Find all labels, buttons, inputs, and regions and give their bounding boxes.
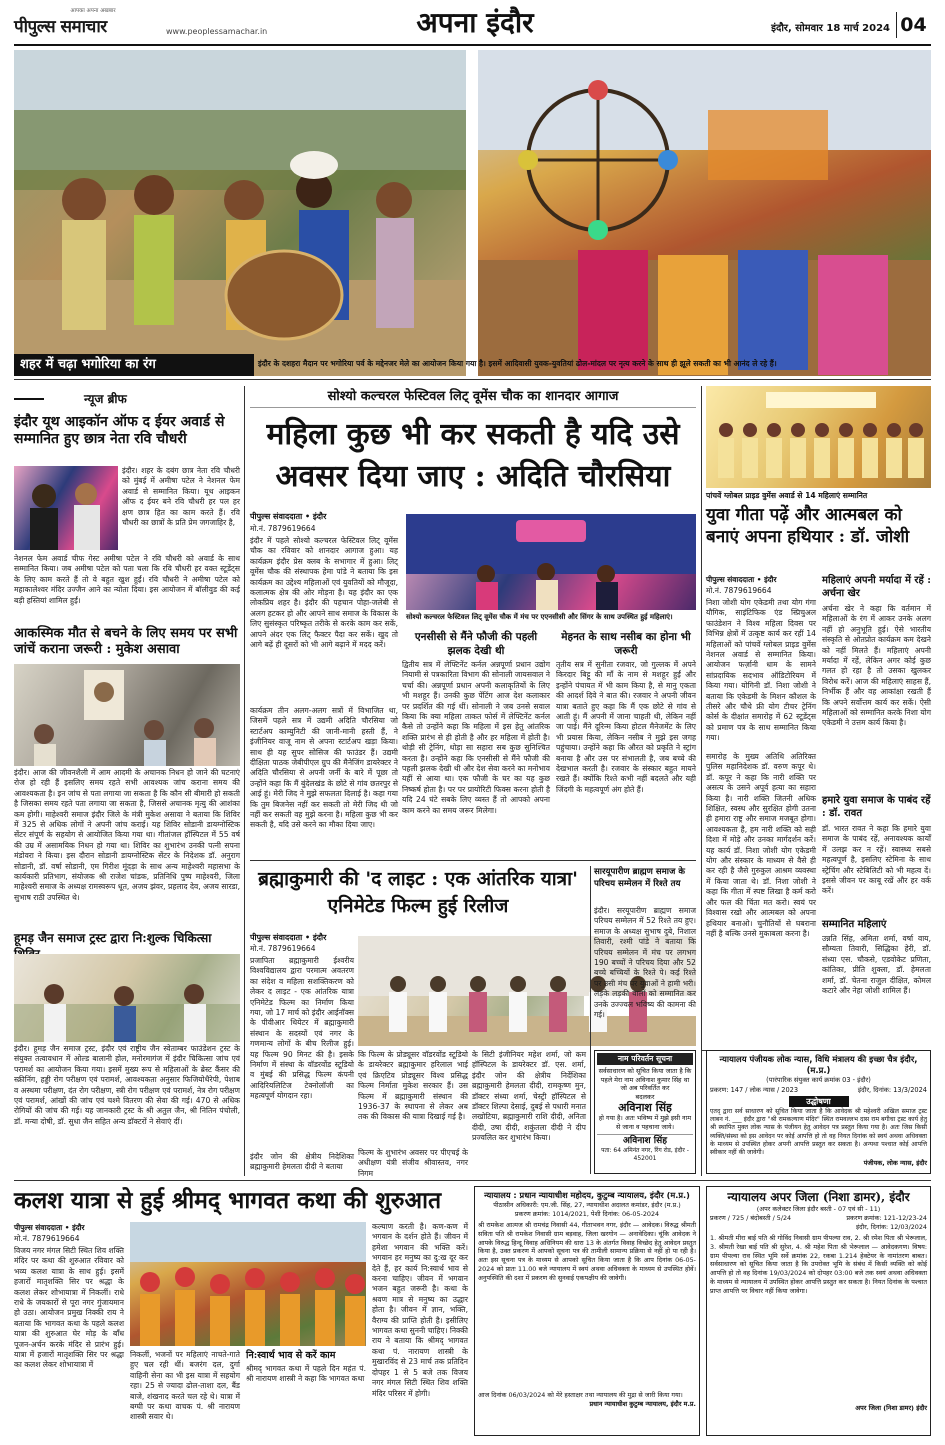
kalash-mobile: मो.नं. 7879619664 [14, 1234, 80, 1243]
brief2-headline: आकस्मिक मौत से बचने के लिए समय पर सभी जांचें कराना जरूरी : मुकेश असावा [14, 626, 238, 657]
brahma-col2: कि फिल्म के प्रोड्यूसर वॉडरवोंड स्टूडियो के डायरेक्टर ब्रह्माकुमार हरिलाल भाई एवं क्रिएटिव प्रोड्यूसर विश्व प्रसिद्ध फिल्म निर्माता मुकेश सरकार हैं। उस फिल्म में ब्रह्माकुमारी संस्थान की 1936-37 के स्थापना से लेकर अब तक की विकास की यात्रा दिखाई गई है। [358, 1050, 468, 1122]
brahma-byline: पीपुल्स संवाददाता • इंदौर [250, 933, 327, 942]
notice-land-meta [710, 1214, 927, 1223]
notice-land-date: इंदौर, दिनांक: 12/03/2024 [855, 1223, 927, 1231]
divider [250, 860, 696, 861]
page-number: 04 [896, 12, 930, 38]
kalash-col1: विजय नगर मंगल सिटी स्थित शिव शक्ति मंदिर पर कथा की शुरुआत रविवार को भव्य कलश यात्रा के साथ हुई। इसमें हजारों मातृशक्ति सिर पर श्रद्धा के कलश लेकर शोभायात्रा में निकलीं। राधे राधे के जयकारों से पूरा नगर गुंजायमान हो उठा। आयोजन प्रमुख निक्की राय ने बताया कि भागवत कथा के पहले कलश यात्रा की शुरुआत घेर मोड़ के बाँध पूजन-अर्चन करके मंदिर से प्रारंभ हुई। यात्रा में हजारों मातृशक्ति सिर पर श्रद्धा का कलश लेकर शोभायात्रा में [14, 1246, 124, 1370]
aditi-col1: इंदौर में पहले सोश्यो कल्चरल फेस्टिवल लिट् वूमेंस चौक का रविवार को शानदार आगाज हुआ। यह कार्यक्रम इंदौर प्रेस क्लब के सभागार में हुआ। लिट् वूमेंस चौक की संस्थापक हेमा पांडे ने बताया कि इस कार्यक्रम का उद्देश्य महिलाओं एवं युवतियों को मौजूदा, कलात्मक क्षेत्र की ओर मोड़ना है। यह इंदौर का एक लोकप्रिय शहर है। इंदौर की पहचान पोहा-जलेबी से अलग हटकर हो और आपने साथ समाज के विकास के लिए सुसंस्कृत परिष्कृत तरीके से करके काम कर सकें, आपने अंदर एक लिट् फैक्टर पैदा कर सकें। खुद तो आगे बढ़ें ही दूसरों को भी आगे बढ़ाने में मदद करें। [250, 536, 398, 650]
joshi-col1: निशा जोशी योग एकेडमी तथा योग गंगा यौगिक, साइंटिफिक एंड स्प्रिचुअल फाउंडेशन ने विश्व महिला दिवस पर विभिन्न क्षेत्रों में उत्कृष्ट कार्य कर रहीं 14 महिलाओं को पांचवें ग्लोबल प्राइड वुमेंस नेशनल अवार्ड से सम्मानित किया। आयोजन फर्ज़ानी धाम के सामने सांप्रदायिक सदभाव ऑडिटोरियम में किया गया। योगिनी डॉ. निशा जोशी ने बताया कि एकेडमी के मिशन कौशल के तीसरे और चौथे फ्री योग टीचर ट्रेनिंग कोर्स के दीक्षांत समारोह में 62 स्टूडेंट्स को प्रमाण पत्र के साथ सम्मानित किया गया। [706, 598, 816, 743]
name-change-notice [594, 1050, 696, 1174]
kalash-col2: निकलीं, भजनों पर महिलाएं नाचते-गाते हुए चल रही थीं। बजरंग दल, दुर्गा वाहिनी सेना का भी इस यात्रा में सहयोग रहा। 25 से ज्यादा ढोल-ताशा दल, बैंड बाजे, शंखनाद करते चल रहे थे। यात्रा में बग्घी पर कथा वाचक पं. श्री नारायण शास्त्री सवार थे। [130, 1350, 240, 1422]
divider [701, 386, 702, 1176]
notice-land [706, 1186, 931, 1436]
dateline: इंदौर, सोमवार 18 मार्च 2024 [771, 23, 890, 34]
brief3-headline: हूमड़ जैन समाज ट्रस्ट द्वारा नि:शुल्क चिकित्सा [14, 931, 212, 945]
brief2-photo [14, 664, 240, 766]
notice-trust-label: उद्घोषणा [789, 1096, 849, 1107]
name-change-new-label: बदलकर [635, 1092, 655, 1101]
notice-trust-date: इंदौर, दिनांक: 13/3/2024 [857, 1086, 927, 1094]
joshi-headline: युवा गीता पढ़ें और आत्मबल को बनाएं अपना हथियार : डॉ. जोशी [706, 505, 910, 547]
aditi-col1b: कार्यक्रम तीन अलग-अलग सत्रों में विभाजित था, जिसमें पहले सत्र में उद्यमी अदिति चौरसिया जो स्टार्टअप काम्युनिटी की जानी-मानी हस्ती हैं, ने इंजीनियर वाजू नाम से अपना स्टार्टअप खड़ा किया। साथ ही यह सुपर सोसिज की फाउंडर हैं। उद्यमी दीक्षिता पाठक जेबीपीएल ग्रुप की मैनेजिंग डायरेक्टर ने अदिति चौरसिया से अपनी जर्नी के बारे में पूछा तो उन्होंने कहा कि मैं बुंदेलखंड के छोटे से गांव छतरपुर से आई हूं। मेरी जिद ने मुझे सफलता दिलाई है। कहा गया कि तुम बिजनेस नहीं कर सकती तो मेरी जिद थी जो नहीं कर सकती वह मुझे करना है। महिला कुछ भी कर सकती है, यदि उसे करने का मौका दिया जाए। [250, 706, 398, 830]
news-brief-label [14, 386, 240, 412]
photo-overlay-label: शहर में चढ़ा भगोरिया का रंग [14, 354, 254, 376]
top-photo-caption: इंदौर के दशहरा मैदान पर भगोरिया पर्व के मद्देनजर मेले का आयोजन किया गया है। इसमें आदिवासी युवक-युवतियां ढोल-मांदल पर नृत्य करने के साथ ही झूले सकती का भी आनंद ले रहे हैं। [258, 359, 777, 368]
notice-court-sign: प्रधान न्यायाधीश कुटुम्ब न्यायालय, इंदौर म.प्र. [589, 1400, 696, 1408]
aditi-sub2-title: मेहनत के साथ नसीब का होना भी जरूरी [561, 631, 691, 657]
aditi-kicker: सोश्यो कल्चरल फेस्टिवल लिट् वूमेंस चौक का शानदार आगाज [250, 386, 696, 408]
notice-trust-body: एतद् द्वारा सर्व साधारण को सूचित किया जाता है कि आवेदक श्री महेश्वरी अखिल समाज ट्रस्ट लाबन नं. ___ इंदौर द्वारा "श्री रामकल्याण मंदिर" स्थित रामवल्लभ दास राम बगीचा ट्रस्ट कार्य हेतु श्री स्थापित मुक्त लोक न्यास के पंजीयन हेतु आवेदन पत्र प्रस्तुत किया गया है। अतः जिस किसी व्यक्ति/संस्था को इस आवेदन पर कोई आपत्ति हो तो वह नियत दिनांक को स्वयं अथवा अधिवक्ता के माध्यम से उपस्थित होकर अपनी आपत्ति प्रस्तुत कर सकता है। अन्यथा पश्चात कोई आपत्ति स्वीकार नहीं की जावेगी। [710, 1108, 927, 1157]
sarv-headline-visible: सारयूपारीण ब्राह्मण समाज के परिचय सम्मेलन में रिश्ते तय [594, 867, 685, 889]
brahma-col1b: इंदौर जोन की क्षेत्रीय निदेशिका ब्रह्माकुमारी हेमलता दीदी ने बताया [250, 1152, 354, 1172]
rule [14, 398, 44, 400]
aditi-sub2-body: तृतीय सत्र में सुनीता रजवार, जो गुल्लक में अपने किरदार बिट्टू की माँ के नाम से मशहूर हुईं और इन्होंने पंचायत में भी काम किया है, से मानु एकता की आदर्श दिवे ने बात की। रजवार ने अपनी जीवन यात्रा बताते हुए कहा कि मैं एक छोटे से गांव से आती हूं। मैं अपनी में जाना चाहती थी, लेकिन नहीं जा पाई। मैंने दूरिन्म किया होटल मैनेजमेंट के लिए भी प्रयास किया, लेकिन नसीब ने मुझे इस जगह पहुंचाया। उन्होंने कहा कि औरत को प्रकृति ने स्ट्रांग बनाया है और उस पर संभालती है, जब बच्चे की देखभाल करती है। रजवार के संस्कार बहुत मायने रखते हैं। क्योंकि रिश्ते कभी नहीं बदलते और यही जिंदगी के महत्वपूर्ण अंग होते हैं। [556, 660, 696, 794]
name-change-new-name: अविनाश सिंह [618, 1101, 672, 1115]
joshi-side3-title: सम्मानित महिलाएं [822, 919, 887, 930]
joshi-group-photo [706, 386, 931, 488]
masthead [0, 0, 945, 48]
notice-trust [706, 1050, 931, 1174]
notice-land-body: 1. श्रीमती मीरा बाई पति श्री गोविंद निवासी ग्राम पीपल्या राव, 2. श्री रमेश पिता श्री भेरूलाल, 3. श्रीमती रेखा बाई पति श्री सुरेश, 4. श्री महेश पिता श्री भेरूलाल — आवेदकगण। विषय: ग्राम पीपल्या राव स्थित भूमि सर्वे क्रमांक 22, रकबा 1.214 हेक्टेयर के नामांतरण बाबत। सर्वसाधारण को सूचित किया जाता है कि उपरोक्त भूमि के संबंध में किसी व्यक्ति को कोई आपत्ति हो तो वह दिनांक 19/03/2024 को दोपहर 03:00 बजे तक स्वयं अथवा अधिवक्ता के माध्यम से न्यायालय में उपस्थित होकर आपत्ति प्रस्तुत कर सकता है। नियत दिनांक के पश्चात प्राप्त आपत्ति पर विचार नहीं किया जावेगा। [710, 1234, 927, 1295]
notice-land-case: प्रकरण / 725 / बंदोबस्ती / 5/24 [710, 1214, 792, 1222]
notice-land-case2: प्रकरण क्रमांक: 121-12/23-24 [846, 1214, 927, 1222]
joshi-side1-body: अर्चना खेर ने कहा कि वर्तमान में महिलाओं के रंग में आकर उनके अलग नहीं हो अनुभूति हुई। ऐसे भारतीय संस्कृति से ओतप्रोत कार्यक्रम कम देखने को नहीं मिलते हैं। महिलाएं अपनी मर्यादा में रहें, लेकिन अगर कोई कुछ गलत हो रहा है तो उसका खुलकर विरोध करें। आज की महिलाएं साहस हैं, निर्भीक हैं और वह आकांक्षा रखती हैं कि अपने सर्वोत्तम कार्य कर सकें। ऐसी महिलाओं को सम्मानित करके निशा योग एकेडमी ने उत्तम कार्य किया है। [822, 604, 931, 728]
name-change-tail: हो गया है। अतः भविष्य में मुझे इसी नाम से जाना व पहचाना जाये। [598, 1114, 692, 1131]
kalash-photo [130, 1222, 366, 1346]
name-change-sign: अविनाश सिंह [597, 1134, 693, 1147]
bhagoria-photo-left [14, 50, 466, 376]
aditi-mobile: मो.नं. 7879619664 [250, 524, 316, 533]
divider [590, 866, 591, 1174]
notice-trust-case: प्रकरण: 147 / लोक न्यास / 2023 [710, 1086, 799, 1094]
brief1-body: नेशनल फेम अवार्ड चीफ गेस्ट अमीषा पटेल ने रवि चौधरी को अवार्ड के साथ सम्मानित किया। जब अमीषा पटेल को पता चला कि रवि चौधरी हर वक्त स्टूडेंट्स के लिए काम करते हैं तो वे बहुत खुश हुईं। रवि चौधरी ने अमीषा पटेल को महाकालेश्वर मंदिर उज्जैन आने का न्योता दिया। इस आयोजन में बॉलीवुड की कई बड़ी हस्तियां शामिल हुईं। [14, 554, 240, 605]
brief1-photo [14, 466, 118, 550]
notice-court-title: न्यायालय : प्रधान न्यायाधीश महोदय, कुटुम्ब न्यायालय, इंदौर (म.प्र.) [484, 1190, 690, 1200]
notice-trust-sign: पंजीयक, लोक न्यास, इंदौर [863, 1159, 927, 1167]
brahma-col2b: फिल्म के शुभारंभ अवसर पर पीएचई के अधीक्षण यंत्री संजीव श्रीवास्तव, नगर निगम [358, 1148, 468, 1178]
brief1-headline: इंदौर यूथ आइकॉन ऑफ द ईयर अवार्ड से सम्मानित हुए छात्र नेता रवि चौधरी [14, 414, 225, 447]
notice-court-date: आज दिनांक 06/03/2024 को मेरे हस्ताक्षर तथा न्यायालय की मुद्रा से जारी किया गया। [478, 1391, 683, 1399]
joshi-side2-title: हमारे युवा समाज के पाबंद रहें : डॉ. रावत [822, 795, 931, 819]
notice-family-court [474, 1186, 700, 1436]
section-title: अपना इंदौर [416, 6, 534, 39]
notice-land-title: न्यायालय अपर जिला (निशा डामर), इंदौर [727, 1190, 910, 1204]
name-change-address: पता: 64 अमिनंत नगर, रिंग रोड, इंदौर - 452001 [601, 1146, 689, 1162]
brahma-photo [358, 936, 584, 1046]
brief2-body: इंदौर। आज की जीवनशैली में आम आदमी के अचानक निधन हो जाने की घटनाएं रोज हो रही हैं इसलिए समय रहते सभी आवश्यक जांच कराना समय की आवश्यकता है। इन जांच से पता लगाया जा सकता है कि कौन सी बीमारी हो सकती है जिसका समय रहते पता लगाया जा सकता है, जिससे अचानक मृत्यु की आशंका कम होगी। माहेश्वरी समाज इंदौर जिले के मंत्री मुकेश असावा ने बताया कि शिविर में 325 से अधिक लोगों ने अपनी जांच कराई। यह शिविर सोडानी डायग्नोस्टिक सेंटर संपूर्ण के सहयोग से आयोजित किया गया था। गीतांजल हॉस्पिटल में 55 वर्ष की उम्र में असामयिक निधन हो गया था। शिविर का शुभारंभ उनकी पत्नी सपना मंडोवरा ने किया। इस दौरान सोडानी डायग्नोस्टिक सेंटर के निदेशक डॉ. अनुराग सोडानी, डॉ. वर्षा सोडानी, एम गिरीश मूंदड़ा के साथ अन्य माहेश्वरी महासभा के कार्यकारी प्रतिभाग, संयोजक श्री राजेश चांडक, प्रतिनिधि पुष्प माहेश्वरी, जिला माहेश्वरी समाज के अध्यक्ष रामस्वरूप धूत, अजय झंवर, प्रहलाद देव, अजय सारडा, सुभाष राठी उपस्थित थे। [14, 768, 240, 902]
sarv-body: इंदौर। सरयूपारीण ब्राह्मण समाज परिचय सम्मेलन में 52 रिश्ते तय हुए। समाज के अध्यक्ष सुभाष दुबे, निशाल तिवारी, रश्मी पांडे ने बताया कि परिचय सम्मेलन में मंच पर लगभग 190 बच्चों ने परिचय दिया और 52 बच्चे बच्चियों के रिश्ते पे। कई रिश्ते पर उसी मंच पर युवाओं ने हामी भरी। लड़के लड़की वालों को सम्मानित कर उनके उज्ज्वल भविष्य की कामना की गई। [594, 906, 696, 1020]
joshi-side3-body: उन्नति सिंह, अमिता शर्मा, वर्षा वाय, सौम्यता तिवारी, सिद्धिका हेरी, डॉ. संध्या एस. चौकसे, एडवोकेट प्रणिता, कांतिका, प्रीति शुक्ला, डॉ. हेमलता शर्मा, डॉ. चेतना राजुल दीक्षित, कोमल कटारे और नेहा जोशी शामिल हैं। [822, 934, 931, 996]
kalash-headline: कलश यात्रा से हुई श्रीमद् भागवत कथा की शुरुआत [14, 1187, 442, 1214]
brahma-col1: प्रजापिता ब्रह्माकुमारी ईश्वरीय विश्वविद्यालय द्वारा परमात्म अवतरण का संदेश व महिला सशक्तिकरण को लेकर द लाइट - एक आंतरिक यात्रा एनिमेटेड फिल्म का निर्माण किया गया, जो 17 मार्च को इंदौर आईनॉक्स के पीवीआर थियेटर में ब्रह्माकुमारी संस्थान के सदस्यों एवं नगर के गणमान्य लोगों के बीच रिलीज हुई। यह फिल्म 90 मिनट की है। इसके निर्माण में संस्था के वॉडरवोंड स्टूडियो व मुंबई की प्रसिद्ध फिल्म कंपनी आदिरियलिटिज टेक्नोलॉजी का महत्वपूर्ण योगदान रहा। [250, 956, 354, 1101]
brief3-body: इंदौर। हूमड़ जैन समाज ट्रस्ट, इंदौर एवं राष्ट्रीय जैन स्वेताम्बर फाउंडेशन ट्रस्ट के संयुक्त तत्वावधान में ओल्ड बालानी होल, मनोरमागंज में इंदौर चिकित्सा जांच एवं परामर्श का आयोजन किया गया। इसमें मुख्य रूप से महिलाओं के ब्रेस्ट कैंसर की स्क्रीनिंग, हड्डी रोग परीक्षण एवं परामर्श, आवश्यकता अनुसार फिजियोथैरेपी, पेशाब व अस्थमा परीक्षण, दंत रोग परीक्षण, स्त्री रोग परीक्षण एवं परामर्श, नेत्र रोग परीक्षण एवं परामर्श, आंखों की जांच एवं चश्मे वितरण की सेवा की गई। 470 से अधिक रोगियों की जांच की गई। यह जानकारी ट्रस्ट के श्री अतुल जैन, श्री नितिन पंचोली, डॉ. मन्या दोषी, डॉ. सुधा जैन सहित अन्य डॉक्टरों ने सेवाएं दीं। [14, 1044, 240, 1126]
joshi-side2-body: डॉ. भारत रावत ने कहा कि हमारे युवा समाज के पाबंद रहें, अनावश्यक कार्यों में उलझ कर न रहें। स्वास्थ्य सबसे महत्वपूर्ण है, इसलिए स्टेमिना के साथ स्ट्रेचिंग और स्टेबिलिटी को भी महत्व दें। इससे जीवन पर काबू रखें और हर वर्क करें। [822, 824, 931, 896]
aditi-byline: पीपुल्स संवाददाता • इंदौर [250, 512, 327, 521]
notice-trust-sub: (पारंपारिक संयुक्त कार्य क्रमांक 03 - इंदौर) [766, 1076, 871, 1084]
news-brief-title: न्यूज ब्रीफ [84, 392, 127, 406]
notice-court-case: प्रकरण क्रमांक: 1014/2021, पेशी दिनांक: 06-05-2024 [514, 1210, 660, 1218]
brief3-photo [14, 954, 240, 1042]
name-change-body: सर्वसाधारण को सूचित किया जाता है कि पहले मेरा नाम अविनाश कुमार सिंह था जो अब परिवर्तित कर [598, 1067, 692, 1093]
notice-land-sign: अपर जिला (निशा डामर) इंदौर [855, 1404, 927, 1412]
kalash-col2b: श्रीमद् भागवत कथा में पहले दिन महंत पं. श्री नारायण शास्त्री ने कहा कि भागवत कथा [246, 1364, 366, 1384]
notice-court-body: श्री रामकेश आत्मज श्री रामचंद्र निवासी 44, गीताभवन नगर, इंदौर — आवेदक। विरुद्ध श्रीमती सविता पति श्री रामकेश निवासी ग्राम बड़वाह, जिला खरगोन — अनावेदिका। चूंकि आवेदक ने आपके विरुद्ध हिन्दू विवाह अधिनियम की धारा 13 के अंतर्गत विवाह विच्छेद हेतु आवेदन प्रस्तुत किया है, उक्त प्रकरण में आपको सूचना पत्र की तामीली सामान्य प्रक्रिया से नहीं हो पा रही है। अतः इस सूचना पत्र के माध्यम से आपको सूचित किया जाता है कि आप दिनांक 06-05-2024 को प्रातः 11.00 बजे न्यायालय में स्वयं अथवा अधिवक्ता के माध्यम से उपस्थित होवें। अनुपस्थिति की दशा में प्रकरण की सुनवाई एकपक्षीय की जावेगी। [478, 1221, 696, 1282]
divider [14, 379, 931, 380]
kalash-col2-sub: नि:स्वार्थ भाव से करें काम [246, 1350, 336, 1361]
joshi-byline: पीपुल्स संवाददाता • इंदौर [706, 575, 777, 584]
logo-block [14, 6, 164, 42]
masthead-rule [14, 44, 931, 46]
bhagoria-photo-right [478, 50, 931, 376]
aditi-stage-photo [406, 514, 696, 610]
joshi-mobile: मो.नं. 7879619664 [706, 586, 772, 595]
notice-trust-title: न्यायालय पंजीयक लोक न्यास, विधि मंत्रालय की इच्छा चैत्र इंदौर, (म.प्र.) [719, 1054, 918, 1075]
logo-tagline: आपका अपना अखबार [70, 8, 116, 14]
brief1-intro: इंदौर। शहर के दबंग छात्र नेता रवि चौधरी को मुंबई में अमीषा पटेल ने नेशनल फेम अवार्ड से सम्मानित किया। यूथ आइकन ऑफ द ईयर बने रवि चौधरी हर पल हर क्षण छात्र हित का काम करते हैं। रवि चौधरी का छात्रों के प्रति प्रेम जगजाहिर है, [122, 466, 240, 528]
notice-trust-meta [710, 1085, 927, 1095]
name-change-title: नाम परिवर्तन सूचना [597, 1053, 693, 1065]
aditi-headline: महिला कुछ भी कर सकती है यदि उसे अवसर दिया जाए : अदिति चौरसिया [266, 417, 680, 494]
aditi-photo-caption: सोश्यो कल्चरल फेस्टिवल लिट् वूमेंस चौक में मंच पर एएनसीसी और सिंगर के साथ उपस्थित हुई महिलाएं। [406, 613, 673, 621]
notice-court-sub: पीठासीन अधिकारी: एम.जी. सिंह, 27, न्यायाधीश अदालत कमांडर, इंदौर (म.प्र.) [493, 1201, 681, 1209]
brahma-col3: के सिटी इंजीनियर महेश शर्मा, जो कम हॉस्पिटल के डायरेक्टर डॉ. एस. शर्मा, इंदौर जोन की क्षेत्रीय निर्देशिका ब्रह्माकुमारी हेमलता दीदी, रामकृष्ण मुन, डॉक्टर संध्या शर्मा, चेस्ट्री हॉस्पिटल से डॉक्टर शिल्पा देसाई, दुबई से पधारी मनात लखोटिया, ब्रह्माकुमारी राशि दीदी, अनिता दीदी, उषा दीदी, शकुंतला दीदी ने दीप प्रज्वलित कर शुभारंभ किया। [472, 1050, 586, 1143]
aditi-sub1-title: एनसीसी से मैंने फौजी की पहली झलक देखी थी [414, 631, 538, 657]
site-url: www.peoplessamachar.in [166, 27, 268, 36]
joshi-col1b: समारोह के मुख्य अतिथि अतिरिक्त पुलिस महानिदेशक डॉ. वरुण कपूर थे। डॉ. कपूर ने कहा कि नारी शक्ति पर असत्य के उसने अपूर्व हत्या का सहारा किया है। नारी शक्ति जितनी अधिक शिक्षित, स्वस्थ और सुरक्षित होगी उतना ही हमारा राष्ट्र और समाज मजबूत होगा। आवश्यकता है, हम नारी शक्ति को सही दिशा में मोड़े और उनका मार्गदर्शन करें। यह कार्य डॉ. निशा जोशी योग एकेडमी योग और संस्कार के माध्यम से वैसे ही कर रही है जैसे गुरुकुल आश्रम व्यवस्था में किया जाता थे। डॉ. निशा जोशी ने कहा कि गीता में स्पष्ट लिखा है कर्म करो और फल की चिंता मत करो। स्वयं पर विश्वास रखो और आत्मबल को अपना हथियार बनाओ। चुनौतियों से घबराना नहीं है बल्कि उनसे मुकाबला करना है। [706, 752, 816, 938]
joshi-photo-caption: पांचवें ग्लोबल प्राइड वुमेंस अवार्ड से 14 महिलाएं सम्मानित [706, 491, 868, 500]
joshi-side1-title: महिलाएं अपनी मर्यादा में रहें : अर्चना खेर [822, 575, 931, 599]
aditi-sub1-body: द्वितीय सत्र में लेफ्टिनेंट कर्नल अन्नपूर्णा प्रधान उद्योग नियामी से पत्रकारिता विभाग की सोनाली जायसवाल ने चर्चा की। अन्नपूर्णा प्रधान अपनी कलाकृतियों के लिए भी मशहूर हैं। उनकी कुछ पेंटिंग आज देश कलाकार पर प्रदर्शित की गई थीं। सोनाली ने जब उनसे सवाल किया कि क्या महिला ताकत फोर्स में लेफ्टिनेंट कर्नल कैसे तो उन्होंने कहा कि महिला में इस हेतु आंतरिक शक्ति प्रारंभ से ही होती है और हर महिला में होती है। थोड़ी सी ट्रेनिंग, थोड़ा सा सहारा सब कुछ सुनिश्चित करता है। उन्होंने कहा कि एनसीसी से मैंने फौजी की पहली झलक देखी थी और देश सेवा करने का मनोभाव यहीं से आया था। एक फौजी के घर का यह कुछ निष्कर्ष होता है। पर पर प्रायोरिटी फिक्स करना होती है यदि 24 घंटे सबके लिए व्यस्त हैं तो आपको अपना काम करने का समय जरूर मिलेगा। [402, 660, 550, 815]
divider [14, 1180, 931, 1181]
divider [244, 386, 245, 1176]
kalash-col3: कल्याण करती है। कण-कण में भगवान के दर्शन होते हैं। जीवन में हमेशा भगवान की भक्ति करें। भगवान हर मनुष्य का दु:ख दूर कर देते हैं, हर कार्य नि:स्वार्थ भाव से करना चाहिए। जीवन में भगवान भजन बहुत जरूरी है। कथा के श्रवण मात्र से मनुष्य का उद्धार होता है। जीवन में ज्ञान, भक्ति, वैराग्य की प्राप्ति होती है। इसीलिए भागवत कथा सुननी चाहिए। निक्की राय ने बताया कि श्रीमद् भागवत कथा पं. नारायण शास्त्री के मुखारविंद से 23 मार्च तक प्रतिदिन दोपहर 1 से 5 बजे तक विजय नगर मंगल सिटी स्थित शिव शक्ति मंदिर परिसर में होगी। [372, 1222, 468, 1398]
notice-land-sub: (अपर कलेक्टर जिला इंदौर बस्ती - 07 एवं सी - 11) [756, 1205, 881, 1213]
brahma-headline: ब्रह्माकुमारी की 'द लाइट : एक आंतरिक यात्रा' एनिमेटेड फिल्म हुई रिलीज [258, 868, 578, 917]
brahma-mobile: मो.नं. 7879619664 [250, 944, 316, 953]
kalash-byline: पीपुल्स संवाददाता • इंदौर [14, 1223, 85, 1232]
logo: पीपुल्स समाचार [14, 17, 107, 37]
